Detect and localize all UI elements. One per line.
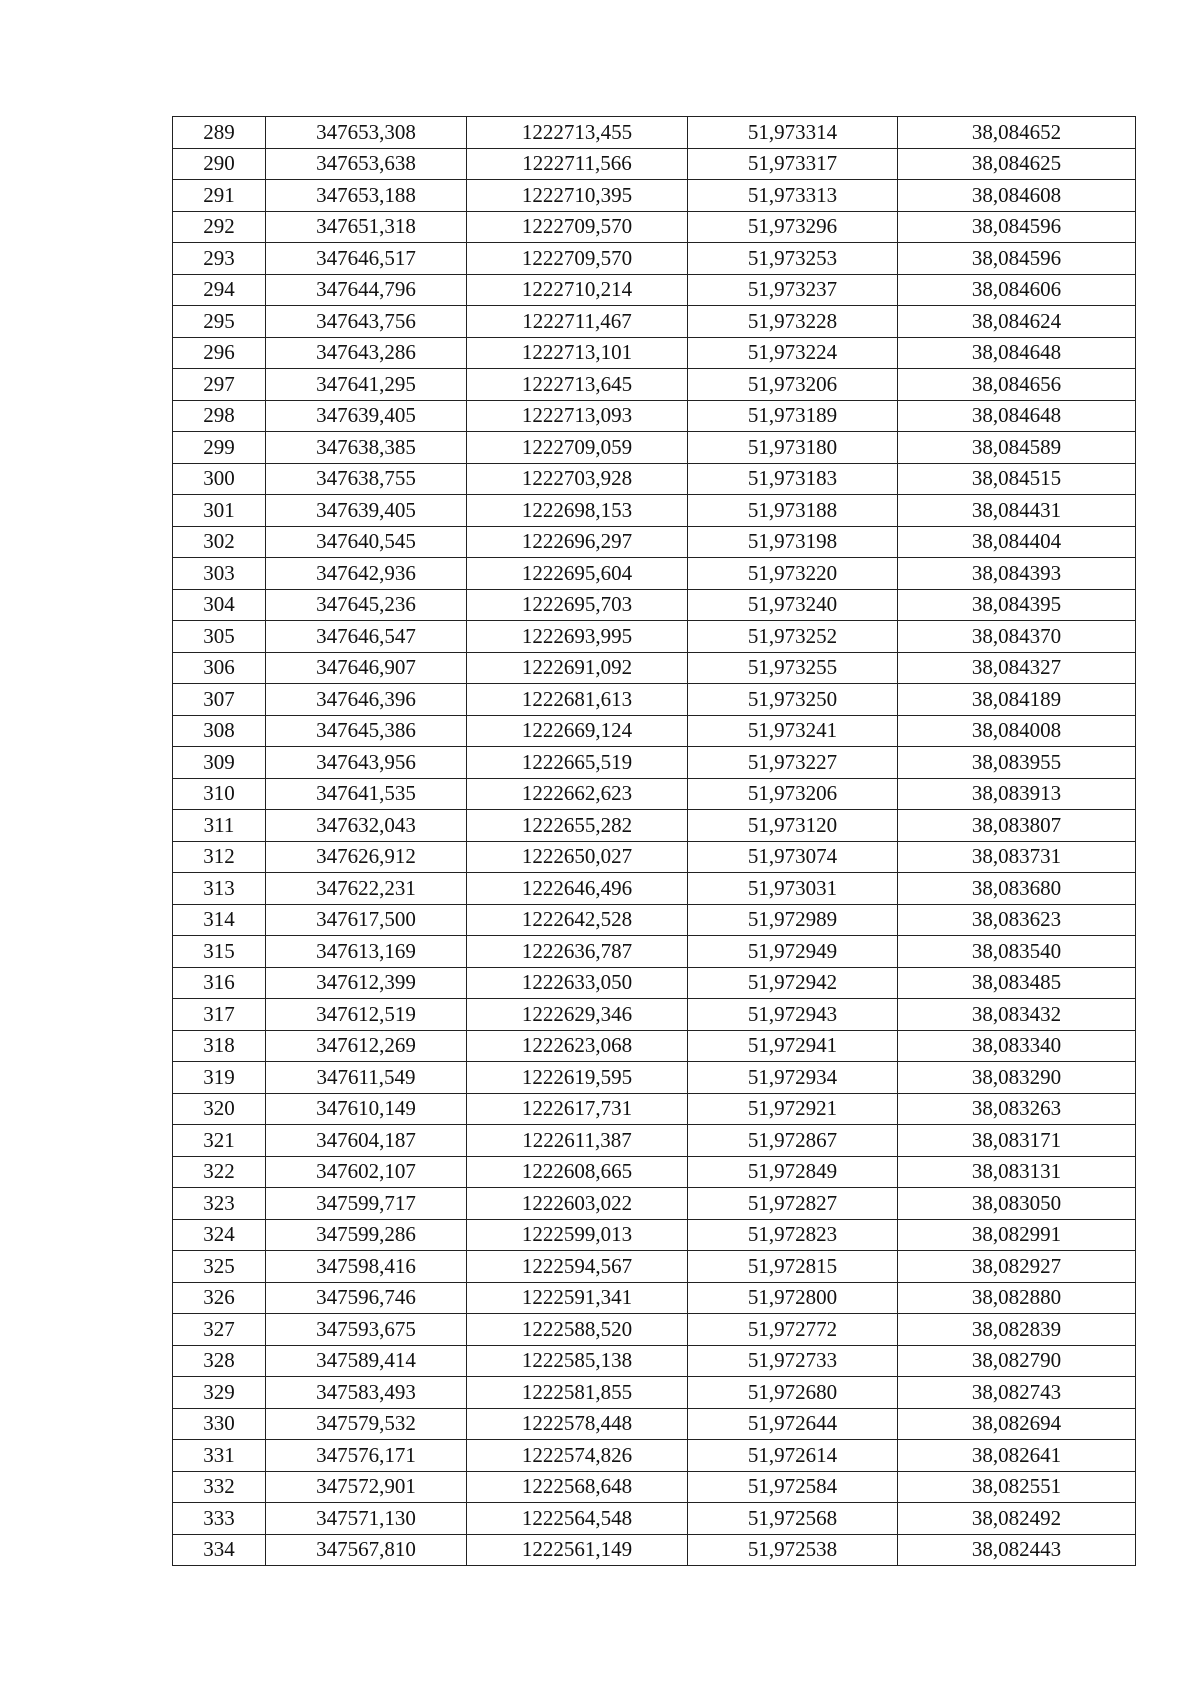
point-number-cell: 321 [173, 1125, 266, 1157]
coordinate-y-cell: 1222650,027 [467, 841, 688, 873]
point-number-cell: 289 [173, 117, 266, 149]
coordinate-y-cell: 1222629,346 [467, 999, 688, 1031]
table-row [173, 936, 1136, 968]
coordinate-x-cell: 347583,493 [266, 1377, 467, 1409]
point-number-cell: 294 [173, 274, 266, 306]
coordinate-y-cell: 1222594,567 [467, 1251, 688, 1283]
point-number-cell: 301 [173, 495, 266, 527]
coordinate-y-cell: 1222561,149 [467, 1534, 688, 1566]
latitude-cell: 51,972614 [688, 1440, 898, 1472]
point-number-cell: 302 [173, 526, 266, 558]
point-number-cell: 299 [173, 432, 266, 464]
table-row [173, 274, 1136, 306]
coordinate-x-cell: 347622,231 [266, 873, 467, 905]
longitude-cell: 38,083340 [898, 1030, 1136, 1062]
latitude-cell: 51,972823 [688, 1219, 898, 1251]
point-number-cell: 290 [173, 148, 266, 180]
longitude-cell: 38,084596 [898, 243, 1136, 275]
point-number-cell: 322 [173, 1156, 266, 1188]
table-row [173, 1503, 1136, 1535]
longitude-cell: 38,082790 [898, 1345, 1136, 1377]
latitude-cell: 51,973183 [688, 463, 898, 495]
longitude-cell: 38,084008 [898, 715, 1136, 747]
table-row [173, 400, 1136, 432]
coordinate-y-cell: 1222693,995 [467, 621, 688, 653]
latitude-cell: 51,972815 [688, 1251, 898, 1283]
point-number-cell: 326 [173, 1282, 266, 1314]
latitude-cell: 51,973237 [688, 274, 898, 306]
coordinate-x-cell: 347604,187 [266, 1125, 467, 1157]
coordinates-table-body [173, 117, 1136, 1566]
point-number-cell: 332 [173, 1471, 266, 1503]
point-number-cell: 304 [173, 589, 266, 621]
coordinate-x-cell: 347617,500 [266, 904, 467, 936]
coordinate-x-cell: 347646,517 [266, 243, 467, 275]
coordinate-y-cell: 1222713,101 [467, 337, 688, 369]
coordinate-y-cell: 1222662,623 [467, 778, 688, 810]
latitude-cell: 51,973224 [688, 337, 898, 369]
table-row [173, 306, 1136, 338]
coordinate-x-cell: 347626,912 [266, 841, 467, 873]
latitude-cell: 51,972772 [688, 1314, 898, 1346]
table-row [173, 463, 1136, 495]
point-number-cell: 324 [173, 1219, 266, 1251]
longitude-cell: 38,084404 [898, 526, 1136, 558]
table-row [173, 1377, 1136, 1409]
coordinate-x-cell: 347579,532 [266, 1408, 467, 1440]
longitude-cell: 38,082443 [898, 1534, 1136, 1566]
longitude-cell: 38,083485 [898, 967, 1136, 999]
longitude-cell: 38,083540 [898, 936, 1136, 968]
coordinate-x-cell: 347576,171 [266, 1440, 467, 1472]
latitude-cell: 51,973206 [688, 369, 898, 401]
table-row [173, 778, 1136, 810]
longitude-cell: 38,084648 [898, 337, 1136, 369]
point-number-cell: 311 [173, 810, 266, 842]
table-row [173, 589, 1136, 621]
table-row [173, 1314, 1136, 1346]
longitude-cell: 38,084608 [898, 180, 1136, 212]
coordinate-y-cell: 1222713,455 [467, 117, 688, 149]
longitude-cell: 38,083171 [898, 1125, 1136, 1157]
coordinate-y-cell: 1222619,595 [467, 1062, 688, 1094]
coordinate-x-cell: 347644,796 [266, 274, 467, 306]
latitude-cell: 51,972800 [688, 1282, 898, 1314]
longitude-cell: 38,083623 [898, 904, 1136, 936]
point-number-cell: 315 [173, 936, 266, 968]
point-number-cell: 318 [173, 1030, 266, 1062]
latitude-cell: 51,972943 [688, 999, 898, 1031]
longitude-cell: 38,084395 [898, 589, 1136, 621]
latitude-cell: 51,973188 [688, 495, 898, 527]
point-number-cell: 314 [173, 904, 266, 936]
point-number-cell: 308 [173, 715, 266, 747]
longitude-cell: 38,082839 [898, 1314, 1136, 1346]
latitude-cell: 51,972584 [688, 1471, 898, 1503]
table-row [173, 1408, 1136, 1440]
coordinate-x-cell: 347653,638 [266, 148, 467, 180]
point-number-cell: 329 [173, 1377, 266, 1409]
longitude-cell: 38,083131 [898, 1156, 1136, 1188]
coordinate-y-cell: 1222646,496 [467, 873, 688, 905]
latitude-cell: 51,973206 [688, 778, 898, 810]
coordinate-y-cell: 1222713,093 [467, 400, 688, 432]
coordinate-x-cell: 347641,535 [266, 778, 467, 810]
coordinate-x-cell: 347589,414 [266, 1345, 467, 1377]
coordinate-y-cell: 1222691,092 [467, 652, 688, 684]
coordinate-y-cell: 1222710,395 [467, 180, 688, 212]
point-number-cell: 292 [173, 211, 266, 243]
longitude-cell: 38,084624 [898, 306, 1136, 338]
table-row [173, 652, 1136, 684]
coordinate-x-cell: 347596,746 [266, 1282, 467, 1314]
coordinate-y-cell: 1222709,570 [467, 243, 688, 275]
coordinate-y-cell: 1222564,548 [467, 1503, 688, 1535]
table-row [173, 810, 1136, 842]
latitude-cell: 51,973120 [688, 810, 898, 842]
coordinate-x-cell: 347612,519 [266, 999, 467, 1031]
coordinate-y-cell: 1222585,138 [467, 1345, 688, 1377]
table-row [173, 1219, 1136, 1251]
longitude-cell: 38,084652 [898, 117, 1136, 149]
table-row [173, 117, 1136, 149]
latitude-cell: 51,973228 [688, 306, 898, 338]
longitude-cell: 38,084431 [898, 495, 1136, 527]
coordinate-y-cell: 1222710,214 [467, 274, 688, 306]
point-number-cell: 293 [173, 243, 266, 275]
table-row [173, 558, 1136, 590]
coordinate-x-cell: 347598,416 [266, 1251, 467, 1283]
coordinate-y-cell: 1222711,467 [467, 306, 688, 338]
table-row [173, 904, 1136, 936]
coordinate-y-cell: 1222591,341 [467, 1282, 688, 1314]
coordinate-x-cell: 347611,549 [266, 1062, 467, 1094]
latitude-cell: 51,973031 [688, 873, 898, 905]
latitude-cell: 51,973240 [688, 589, 898, 621]
coordinate-y-cell: 1222698,153 [467, 495, 688, 527]
table-row [173, 1440, 1136, 1472]
coordinate-x-cell: 347632,043 [266, 810, 467, 842]
latitude-cell: 51,973250 [688, 684, 898, 716]
coordinate-x-cell: 347653,188 [266, 180, 467, 212]
coordinate-x-cell: 347612,269 [266, 1030, 467, 1062]
coordinate-x-cell: 347640,545 [266, 526, 467, 558]
coordinate-x-cell: 347645,386 [266, 715, 467, 747]
point-number-cell: 298 [173, 400, 266, 432]
table-row [173, 1093, 1136, 1125]
table-row [173, 684, 1136, 716]
longitude-cell: 38,082927 [898, 1251, 1136, 1283]
table-row [173, 1156, 1136, 1188]
longitude-cell: 38,083290 [898, 1062, 1136, 1094]
coordinate-x-cell: 347641,295 [266, 369, 467, 401]
longitude-cell: 38,084625 [898, 148, 1136, 180]
coordinate-x-cell: 347639,405 [266, 400, 467, 432]
coordinate-y-cell: 1222703,928 [467, 463, 688, 495]
table-row [173, 747, 1136, 779]
table-row [173, 621, 1136, 653]
coordinate-x-cell: 347599,286 [266, 1219, 467, 1251]
table-row [173, 1062, 1136, 1094]
point-number-cell: 303 [173, 558, 266, 590]
longitude-cell: 38,083680 [898, 873, 1136, 905]
longitude-cell: 38,082694 [898, 1408, 1136, 1440]
point-number-cell: 327 [173, 1314, 266, 1346]
coordinate-x-cell: 347645,236 [266, 589, 467, 621]
table-row [173, 211, 1136, 243]
table-row [173, 243, 1136, 275]
coordinate-y-cell: 1222636,787 [467, 936, 688, 968]
coordinate-x-cell: 347602,107 [266, 1156, 467, 1188]
point-number-cell: 310 [173, 778, 266, 810]
coordinate-y-cell: 1222681,613 [467, 684, 688, 716]
latitude-cell: 51,972680 [688, 1377, 898, 1409]
table-row [173, 1251, 1136, 1283]
coordinate-y-cell: 1222617,731 [467, 1093, 688, 1125]
point-number-cell: 305 [173, 621, 266, 653]
latitude-cell: 51,973317 [688, 148, 898, 180]
longitude-cell: 38,084656 [898, 369, 1136, 401]
table-row [173, 999, 1136, 1031]
coordinates-table [172, 116, 1136, 1566]
coordinate-y-cell: 1222603,022 [467, 1188, 688, 1220]
point-number-cell: 333 [173, 1503, 266, 1535]
coordinate-x-cell: 347639,405 [266, 495, 467, 527]
point-number-cell: 319 [173, 1062, 266, 1094]
point-number-cell: 320 [173, 1093, 266, 1125]
longitude-cell: 38,084327 [898, 652, 1136, 684]
latitude-cell: 51,972644 [688, 1408, 898, 1440]
coordinate-y-cell: 1222574,826 [467, 1440, 688, 1472]
point-number-cell: 313 [173, 873, 266, 905]
longitude-cell: 38,084606 [898, 274, 1136, 306]
coordinate-y-cell: 1222581,855 [467, 1377, 688, 1409]
coordinate-y-cell: 1222709,570 [467, 211, 688, 243]
longitude-cell: 38,084393 [898, 558, 1136, 590]
coordinate-y-cell: 1222655,282 [467, 810, 688, 842]
point-number-cell: 296 [173, 337, 266, 369]
table-row [173, 180, 1136, 212]
point-number-cell: 325 [173, 1251, 266, 1283]
coordinate-y-cell: 1222669,124 [467, 715, 688, 747]
table-row [173, 841, 1136, 873]
coordinate-y-cell: 1222599,013 [467, 1219, 688, 1251]
coordinate-x-cell: 347646,907 [266, 652, 467, 684]
longitude-cell: 38,083913 [898, 778, 1136, 810]
table-row [173, 495, 1136, 527]
latitude-cell: 51,972867 [688, 1125, 898, 1157]
point-number-cell: 307 [173, 684, 266, 716]
point-number-cell: 316 [173, 967, 266, 999]
point-number-cell: 334 [173, 1534, 266, 1566]
table-row [173, 1188, 1136, 1220]
point-number-cell: 328 [173, 1345, 266, 1377]
latitude-cell: 51,973253 [688, 243, 898, 275]
longitude-cell: 38,082492 [898, 1503, 1136, 1535]
coordinate-y-cell: 1222665,519 [467, 747, 688, 779]
latitude-cell: 51,973227 [688, 747, 898, 779]
latitude-cell: 51,973189 [688, 400, 898, 432]
longitude-cell: 38,082551 [898, 1471, 1136, 1503]
coordinate-x-cell: 347643,756 [266, 306, 467, 338]
longitude-cell: 38,084589 [898, 432, 1136, 464]
coordinate-x-cell: 347653,308 [266, 117, 467, 149]
table-row [173, 148, 1136, 180]
coordinate-x-cell: 347610,149 [266, 1093, 467, 1125]
latitude-cell: 51,973180 [688, 432, 898, 464]
latitude-cell: 51,973314 [688, 117, 898, 149]
coordinate-y-cell: 1222588,520 [467, 1314, 688, 1346]
latitude-cell: 51,972827 [688, 1188, 898, 1220]
point-number-cell: 317 [173, 999, 266, 1031]
coordinate-y-cell: 1222695,604 [467, 558, 688, 590]
coordinate-x-cell: 347646,547 [266, 621, 467, 653]
table-row [173, 337, 1136, 369]
latitude-cell: 51,973313 [688, 180, 898, 212]
longitude-cell: 38,084515 [898, 463, 1136, 495]
coordinate-x-cell: 347571,130 [266, 1503, 467, 1535]
table-row [173, 1471, 1136, 1503]
coordinate-y-cell: 1222568,648 [467, 1471, 688, 1503]
longitude-cell: 38,084370 [898, 621, 1136, 653]
table-row [173, 1030, 1136, 1062]
point-number-cell: 295 [173, 306, 266, 338]
coordinate-y-cell: 1222611,387 [467, 1125, 688, 1157]
point-number-cell: 312 [173, 841, 266, 873]
longitude-cell: 38,084596 [898, 211, 1136, 243]
point-number-cell: 291 [173, 180, 266, 212]
longitude-cell: 38,082880 [898, 1282, 1136, 1314]
coordinate-y-cell: 1222623,068 [467, 1030, 688, 1062]
table-row [173, 873, 1136, 905]
latitude-cell: 51,972949 [688, 936, 898, 968]
longitude-cell: 38,083955 [898, 747, 1136, 779]
longitude-cell: 38,083432 [898, 999, 1136, 1031]
latitude-cell: 51,972934 [688, 1062, 898, 1094]
latitude-cell: 51,972538 [688, 1534, 898, 1566]
coordinate-x-cell: 347612,399 [266, 967, 467, 999]
latitude-cell: 51,972942 [688, 967, 898, 999]
latitude-cell: 51,973241 [688, 715, 898, 747]
table-row [173, 369, 1136, 401]
point-number-cell: 323 [173, 1188, 266, 1220]
longitude-cell: 38,084648 [898, 400, 1136, 432]
coordinate-x-cell: 347643,286 [266, 337, 467, 369]
coordinate-y-cell: 1222608,665 [467, 1156, 688, 1188]
coordinate-x-cell: 347638,385 [266, 432, 467, 464]
latitude-cell: 51,973074 [688, 841, 898, 873]
latitude-cell: 51,973255 [688, 652, 898, 684]
point-number-cell: 297 [173, 369, 266, 401]
latitude-cell: 51,973296 [688, 211, 898, 243]
latitude-cell: 51,972941 [688, 1030, 898, 1062]
latitude-cell: 51,973252 [688, 621, 898, 653]
longitude-cell: 38,083731 [898, 841, 1136, 873]
coordinate-x-cell: 347638,755 [266, 463, 467, 495]
longitude-cell: 38,083263 [898, 1093, 1136, 1125]
coordinate-x-cell: 347646,396 [266, 684, 467, 716]
table-row [173, 967, 1136, 999]
table-row [173, 1125, 1136, 1157]
longitude-cell: 38,082991 [898, 1219, 1136, 1251]
point-number-cell: 330 [173, 1408, 266, 1440]
latitude-cell: 51,972989 [688, 904, 898, 936]
longitude-cell: 38,083807 [898, 810, 1136, 842]
coordinate-x-cell: 347643,956 [266, 747, 467, 779]
table-row [173, 1282, 1136, 1314]
coordinate-y-cell: 1222633,050 [467, 967, 688, 999]
longitude-cell: 38,084189 [898, 684, 1136, 716]
table-row [173, 1534, 1136, 1566]
latitude-cell: 51,972849 [688, 1156, 898, 1188]
longitude-cell: 38,083050 [898, 1188, 1136, 1220]
point-number-cell: 309 [173, 747, 266, 779]
coordinate-y-cell: 1222578,448 [467, 1408, 688, 1440]
table-row [173, 715, 1136, 747]
table-row [173, 1345, 1136, 1377]
coordinate-y-cell: 1222695,703 [467, 589, 688, 621]
latitude-cell: 51,973198 [688, 526, 898, 558]
table-row [173, 526, 1136, 558]
latitude-cell: 51,973220 [688, 558, 898, 590]
coordinate-x-cell: 347613,169 [266, 936, 467, 968]
latitude-cell: 51,972568 [688, 1503, 898, 1535]
point-number-cell: 300 [173, 463, 266, 495]
latitude-cell: 51,972733 [688, 1345, 898, 1377]
point-number-cell: 331 [173, 1440, 266, 1472]
table-row [173, 432, 1136, 464]
coordinate-y-cell: 1222711,566 [467, 148, 688, 180]
longitude-cell: 38,082641 [898, 1440, 1136, 1472]
point-number-cell: 306 [173, 652, 266, 684]
coordinate-y-cell: 1222642,528 [467, 904, 688, 936]
latitude-cell: 51,972921 [688, 1093, 898, 1125]
coordinate-x-cell: 347572,901 [266, 1471, 467, 1503]
coordinate-y-cell: 1222696,297 [467, 526, 688, 558]
coordinate-x-cell: 347567,810 [266, 1534, 467, 1566]
longitude-cell: 38,082743 [898, 1377, 1136, 1409]
coordinate-x-cell: 347642,936 [266, 558, 467, 590]
coordinate-x-cell: 347651,318 [266, 211, 467, 243]
coordinate-x-cell: 347599,717 [266, 1188, 467, 1220]
coordinate-y-cell: 1222709,059 [467, 432, 688, 464]
coordinate-y-cell: 1222713,645 [467, 369, 688, 401]
coordinate-x-cell: 347593,675 [266, 1314, 467, 1346]
